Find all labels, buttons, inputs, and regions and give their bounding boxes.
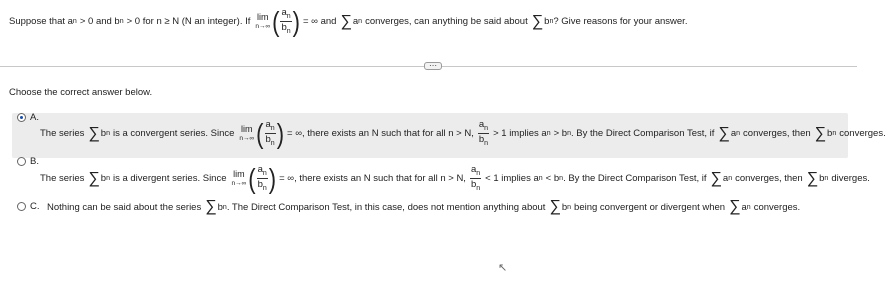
option-c-letter: C. xyxy=(30,201,40,212)
mouse-cursor-icon: ↖ xyxy=(498,262,508,274)
sum-symbol: ∑ xyxy=(340,12,352,30)
sum-symbol: ∑ xyxy=(88,124,100,142)
sum-symbol: ∑ xyxy=(729,198,741,215)
sum-symbol: ∑ xyxy=(806,169,819,187)
sum-symbol: ∑ xyxy=(205,198,217,215)
option-a-letter: A. xyxy=(30,112,39,123)
sum-symbol: ∑ xyxy=(531,12,544,30)
option-c-text[interactable]: Nothing can be said about the series ∑ b n . The Direct Comparison Test, in this case, does not mention anything about ∑ b n being convergent or divergent when ∑ a n converges. xyxy=(47,198,801,215)
question-text: Suppose that a n > 0 and b n > 0 for n ≥ N (N an integer). If lim n→∞ ( $\frac{a_n}{b_n}$ ) = ∞ and ∑ a n converges, can anything be said about ∑ b n ? Give reasons for your answer. xyxy=(9,5,688,37)
sum-symbol: ∑ xyxy=(88,169,100,187)
option-c-radio[interactable] xyxy=(17,202,26,211)
sum-symbol: ∑ xyxy=(814,124,827,142)
limit-expression: lim n→∞ xyxy=(255,11,271,30)
more-options-button[interactable]: ⋯ xyxy=(424,62,442,70)
answer-prompt: Choose the correct answer below. xyxy=(9,87,153,98)
sum-symbol: ∑ xyxy=(718,124,730,142)
option-b-radio[interactable] xyxy=(17,157,26,166)
option-a-text[interactable]: The series ∑ b n is a convergent series. Since lim n→∞ ( $\frac{a_n}{b_n}$ ) = ∞, there exists an N such that for all n > N, $\frac{a_n}{b_n}$ > 1 implies a n > b n . By the Direct Comparison Test, if ∑ a n converges, then ∑ b n converges. xyxy=(40,117,886,149)
option-a-radio[interactable] xyxy=(17,113,26,122)
option-b-text[interactable]: The series ∑ b n is a divergent series. Since lim n→∞ ( $\frac{a_n}{b_n}$ ) = ∞, there exists an N such that for all n > N, $\frac{a_n}{b_n}$ < 1 implies a n < b n . By the Direct Comparison Test, if ∑ a n converges, then ∑ b n diverges. xyxy=(40,162,870,194)
sum-symbol: ∑ xyxy=(549,198,561,215)
option-b-letter: B. xyxy=(30,156,39,167)
ratio-fraction: $\frac{a_n}{b_n}$ xyxy=(281,7,291,35)
sum-symbol: ∑ xyxy=(710,169,722,187)
